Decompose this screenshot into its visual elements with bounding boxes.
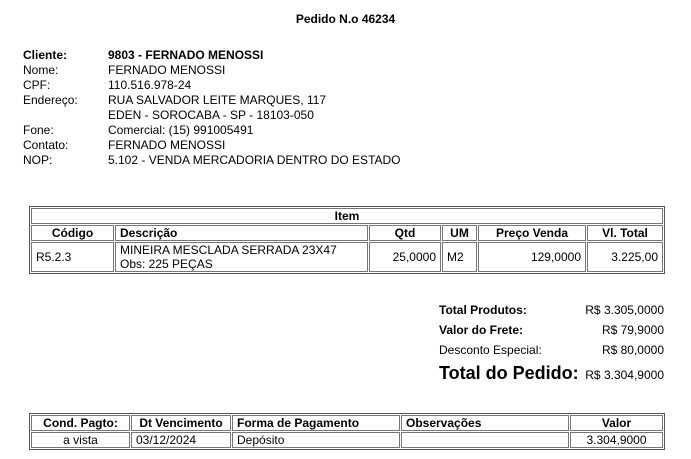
payment-table [29, 413, 665, 450]
items-caption: Item [31, 208, 663, 224]
cell-venc: 03/12/2024 [131, 432, 231, 448]
col-qtd: Qtd [369, 225, 441, 241]
cell-cond: a vista [31, 432, 130, 448]
label: Total Produtos: [439, 303, 527, 317]
item-obs: Obs: 225 PEÇAS [120, 257, 213, 271]
client-field [23, 123, 401, 138]
field-label: NOP: [23, 153, 53, 167]
page-title: Pedido N.o 46234 [295, 12, 396, 26]
cell-preco: 129,0000 [478, 242, 586, 272]
value: R$ 79,9000 [601, 323, 664, 337]
client-field [23, 78, 401, 93]
col-forma: Forma de Pagamento [232, 415, 400, 431]
field-value: RUA SALVADOR LEITE MARQUES, 117 [108, 93, 327, 107]
valor-frete [439, 323, 664, 337]
col-venc: Dt Vencimento [131, 415, 231, 431]
col-total: Vl. Total [587, 225, 663, 241]
client-field [23, 48, 401, 63]
table-row [31, 432, 663, 448]
label: Total do Pedido: [439, 363, 579, 383]
items-table [29, 206, 665, 274]
cell-descricao [115, 242, 368, 272]
value: R$ 3.304,9000 [585, 368, 664, 382]
field-value: Comercial: (15) 991005491 [108, 123, 254, 137]
field-label: CPF: [23, 78, 51, 92]
cell-qtd: 25,0000 [369, 242, 441, 272]
total-produtos [439, 303, 664, 317]
col-codigo: Código [31, 225, 114, 241]
field-value: 110.516.978-24 [108, 78, 192, 92]
field-value: EDEN - SOROCABA - SP - 18103-050 [108, 108, 314, 122]
label: Desconto Especial: [439, 343, 542, 357]
cell-codigo: R5.2.3 [31, 242, 114, 272]
cell-um: M2 [442, 242, 477, 272]
table-row [31, 242, 663, 272]
cell-forma: Depósito [232, 432, 400, 448]
cell-valor: 3.304,9000 [570, 432, 663, 448]
value: R$ 3.305,0000 [585, 303, 664, 317]
client-field [23, 63, 401, 78]
field-label: Endereço: [23, 93, 78, 107]
total-pedido [439, 363, 664, 384]
desconto-especial [439, 343, 664, 357]
field-label: Contato: [23, 138, 69, 152]
client-info [23, 48, 401, 168]
cell-total: 3.225,00 [587, 242, 663, 272]
col-descricao: Descrição [115, 225, 368, 241]
field-label: Cliente: [23, 48, 68, 62]
client-field [23, 138, 401, 153]
label: Valor do Frete: [439, 323, 524, 337]
item-description: MINEIRA MESCLADA SERRADA 23X47 [120, 243, 337, 257]
field-value: 9803 - FERNADO MENOSSI [108, 48, 264, 62]
client-field [23, 108, 401, 123]
field-label: Nome: [23, 63, 59, 77]
cell-obs [401, 432, 569, 448]
field-value: FERNADO MENOSSI [108, 63, 226, 77]
field-value: 5.102 - VENDA MERCADORIA DENTRO DO ESTADO [108, 153, 401, 167]
client-field [23, 153, 401, 168]
col-preco: Preço Venda [478, 225, 586, 241]
field-label [23, 108, 108, 123]
value: R$ 80,0000 [601, 343, 664, 357]
client-field [23, 93, 401, 108]
col-obs: Observações [401, 415, 569, 431]
col-um: UM [442, 225, 477, 241]
col-valor: Valor [570, 415, 663, 431]
field-value: FERNADO MENOSSI [108, 138, 226, 152]
field-label: Fone: [23, 123, 54, 137]
col-cond: Cond. Pagto: [31, 415, 130, 431]
